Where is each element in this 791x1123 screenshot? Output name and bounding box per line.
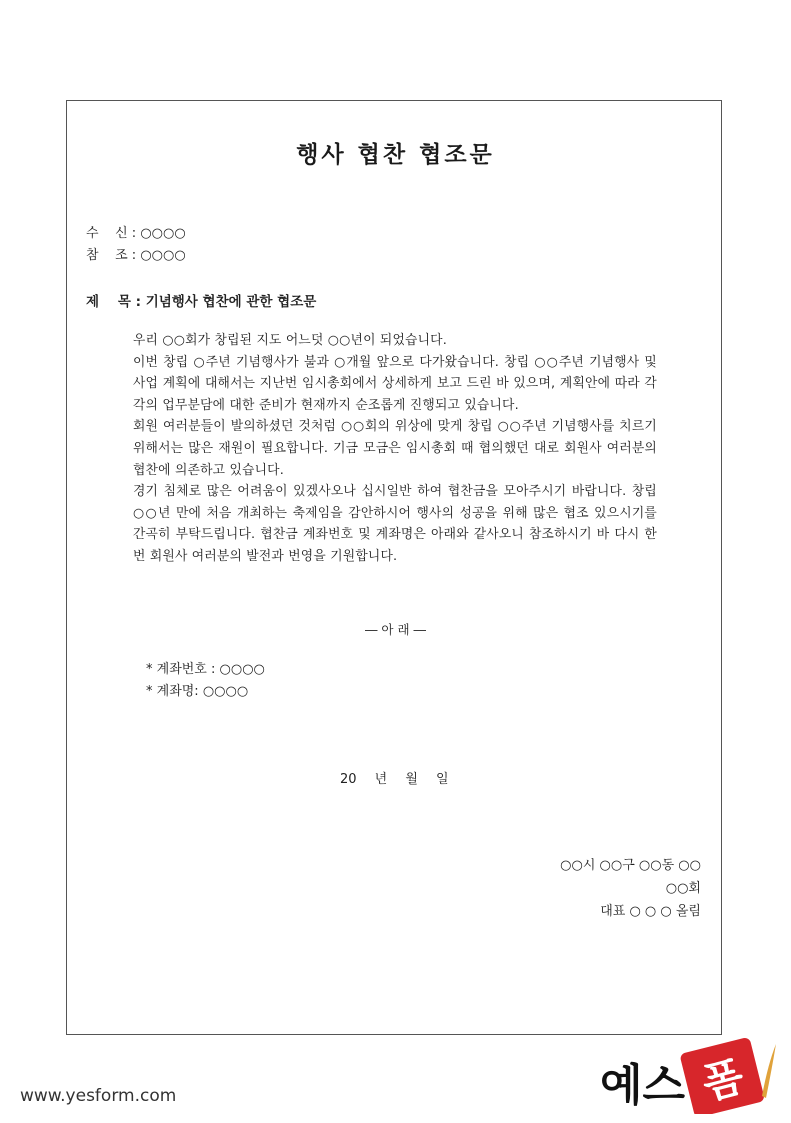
sender-address: ○○시 ○○구 ○○동 ○○ [560,858,701,873]
body-paragraph: 우리 ○○회가 창립된 지도 어느덧 ○○년이 되었습니다. [133,333,448,348]
subject-line [86,290,316,310]
reference-value: ○○○○ [140,248,186,263]
date-line: 20 년 월 일 [340,772,449,787]
sender-organization: ○○회 [665,881,701,896]
body-paragraph: 경기 침체로 많은 어려움이 있겠사오나 십시일반 하여 협찬금을 모아주시기 바랍니다. 창립 ○○년 만에 처음 개최하는 축제임을 감안하시어 행사의 성공을 위해 많은 협조 있으시기를 간곡히 부탁드립니다. 협찬금 계좌번호 및 계좌명은 아래와 같사오니 참조하시기 바 다시 한 번 회원사 여러분의 발전과 번영을 기원합니다. [133,484,657,564]
body-paragraph: 회원 여러분들이 발의하셨던 것처럼 ○○회의 위상에 맞게 창립 ○○주년 기념행사를 치르기 위해서는 많은 재원이 필요합니다. 기금 모금은 임시총회 때 협의했던 대로 회원사 여러분의 협찬에 의존하고 있습니다. [133,419,657,478]
reference-label: 참 조 : [86,248,137,263]
recipient-value: ○○○○ [140,226,186,241]
subject-value: 기념행사 협찬에 관한 협조문 [145,294,317,310]
yesform-logo [600,1034,780,1114]
body-paragraph: 이번 창립 ○주년 기념행사가 불과 ○개월 앞으로 다가왔습니다. 창립 ○○주년 기념행사 및 사업 계획에 대해서는 지난번 임시총회에서 상세하게 보고 드린 바 있으며, 계획안에 따라 각각의 업무분담에 대한 준비가 현재까지 순조롭게 진행되고 있습니다. [133,354,657,413]
svg-text:폼: 폼 [697,1051,749,1109]
svg-text:예스: 예스 [600,1060,686,1111]
footer-url[interactable]: www.yesform.com [20,1086,177,1106]
recipient-label: 수 신 : [86,226,137,241]
below-heading: ― 아 래 ― [364,622,427,637]
account-number: * 계좌번호 : ○○○○ [146,662,265,677]
recipient-line [86,222,186,241]
sender-representative: 대표 ○ ○ ○ 올림 [600,904,701,919]
letter-body [133,330,657,568]
reference-line [86,244,186,263]
document-title: 행사 협찬 협조문 [296,142,495,168]
account-name: * 계좌명: ○○○○ [146,684,249,699]
subject-label: 제 목 : [86,294,141,310]
